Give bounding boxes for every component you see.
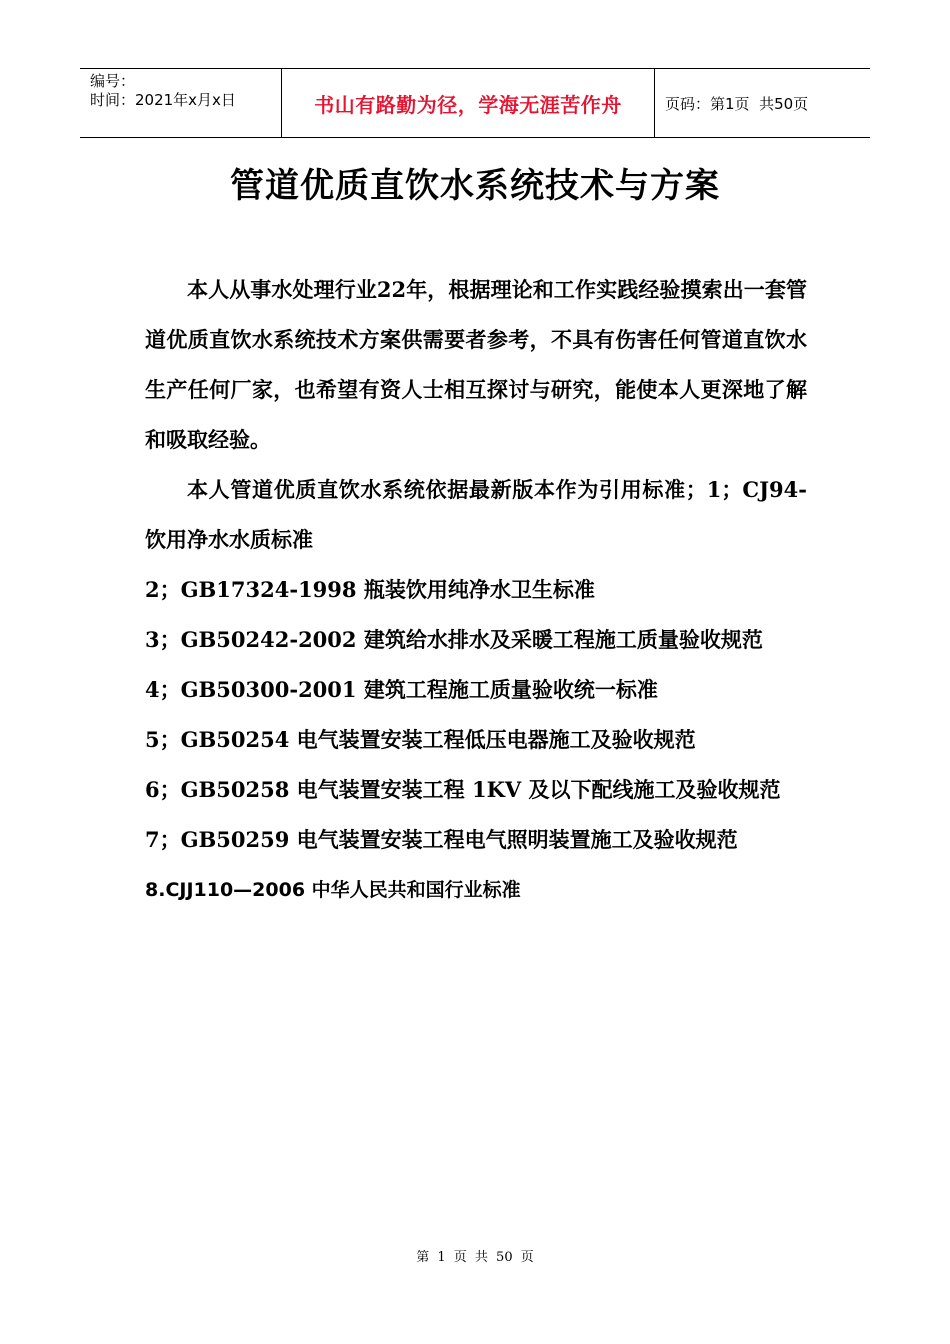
standard-item: 5；GB50254 电气装置安装工程低压电器施工及验收规范	[145, 727, 696, 752]
header-page-code	[655, 69, 870, 137]
header-motto: 书山有路勤为径，学海无涯苦作舟	[282, 69, 655, 137]
document-title: 管道优质直饮水系统技术与方案	[230, 166, 720, 206]
standard-item: 8.CJJ110—2006 中华人民共和国行业标准	[145, 879, 521, 901]
time-label: 时间：2021年x月x日	[90, 91, 236, 109]
header-meta	[80, 69, 282, 137]
number-label: 编号：	[90, 72, 136, 90]
standard-item: 4；GB50300-2001 建筑工程施工质量验收统一标准	[145, 677, 658, 702]
standard-item: 3；GB50242-2002 建筑给水排水及采暖工程施工质量验收规范	[145, 627, 763, 652]
page-code-text: 页码：第1页 共50页	[665, 94, 809, 113]
page-header	[80, 68, 870, 138]
intro-paragraph: 本人从事水处理行业22年，根据理论和工作实践经验摸索出一套管道优质直饮水系统技术方案供需要者参考，不具有伤害任何管道直饮水生产任何厂家，也希望有资人士相互探讨与研究，能使本人更深地了解和吸取经验。	[145, 277, 807, 452]
standard-item: 6；GB50258 电气装置安装工程 1KV 及以下配线施工及验收规范	[145, 777, 781, 802]
standards-paragraph: 本人管道优质直饮水系统依据最新版本作为引用标准；1；CJ94- 饮用净水水质标准	[145, 477, 807, 552]
page-footer: 第 1 页 共 50 页	[416, 1250, 534, 1265]
document-body	[145, 265, 807, 915]
standard-item: 7；GB50259 电气装置安装工程电气照明装置施工及验收规范	[145, 827, 738, 852]
standard-item: 2；GB17324-1998 瓶装饮用纯净水卫生标准	[145, 577, 595, 602]
